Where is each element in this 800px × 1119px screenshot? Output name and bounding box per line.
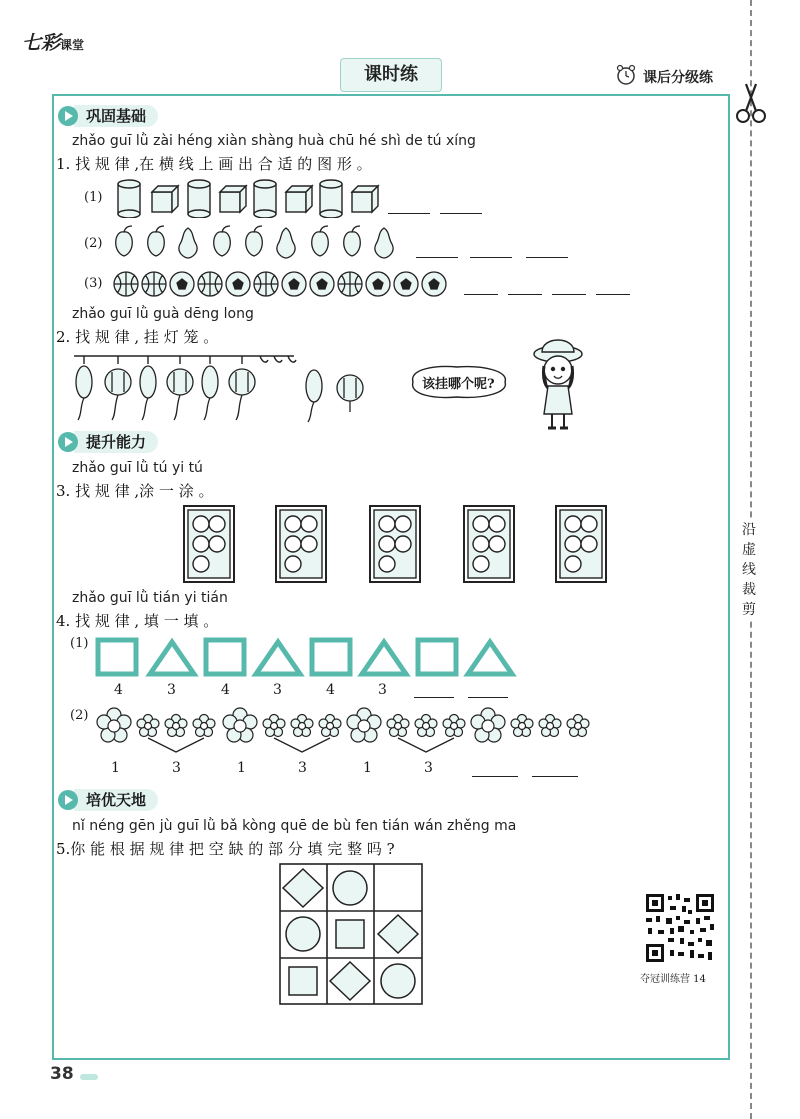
basketball-icon bbox=[142, 272, 166, 296]
apple-icon bbox=[312, 226, 329, 256]
q1-row2-blank-1[interactable] bbox=[416, 257, 458, 258]
cut-instruction: 沿 虚 线 裁 剪 bbox=[736, 520, 762, 620]
q3-pinyin: zhǎo guī lǜ tú yi tú bbox=[72, 460, 203, 476]
apple-icon bbox=[214, 226, 231, 256]
circle-card-4 bbox=[464, 506, 514, 582]
alarm-clock-icon bbox=[615, 64, 637, 86]
tall-lantern-icon bbox=[202, 366, 218, 420]
cube-icon bbox=[286, 186, 312, 212]
soccer-ball-icon bbox=[170, 272, 194, 296]
small-flower-icon bbox=[539, 715, 561, 737]
q1-label-1: (1) bbox=[84, 190, 103, 205]
stick-triangle-icon bbox=[150, 642, 194, 674]
diamond-icon bbox=[283, 869, 323, 907]
qr-code-icon bbox=[644, 892, 716, 964]
cylinder-icon bbox=[320, 180, 342, 218]
section-header-advanced: 培优天地 bbox=[58, 788, 158, 812]
q5-shape-grid bbox=[278, 862, 424, 1006]
page-number: 38 bbox=[50, 1064, 74, 1084]
section-header-basics: 巩固基础 bbox=[58, 104, 158, 128]
q2-pinyin: zhǎo guī lǜ guà dēng long bbox=[72, 306, 254, 322]
apple-icon bbox=[246, 226, 263, 256]
q4-row2-number: 3 bbox=[172, 760, 181, 776]
round-lantern-icon bbox=[229, 369, 255, 420]
q1-row3-blank-3[interactable] bbox=[552, 294, 586, 295]
q4-row2-blank-2[interactable] bbox=[532, 776, 578, 777]
tall-lantern-icon bbox=[76, 366, 92, 420]
q4-label-1: (1) bbox=[70, 636, 89, 651]
q4-row1-blank-1[interactable] bbox=[414, 697, 454, 698]
small-flower-icon bbox=[567, 715, 589, 737]
diamond-icon bbox=[378, 915, 418, 953]
q1-row1-blank-1[interactable] bbox=[388, 213, 430, 214]
small-flower-icon bbox=[291, 715, 313, 737]
q2-lantern-rack bbox=[70, 350, 380, 428]
small-flower-icon bbox=[319, 715, 341, 737]
round-lantern-icon bbox=[167, 369, 193, 420]
stick-triangle-icon bbox=[362, 642, 406, 674]
play-bullet-icon bbox=[58, 790, 78, 810]
qr-caption: 夺冠训练营 14 bbox=[640, 974, 706, 985]
tall-lantern-icon bbox=[140, 366, 156, 420]
q5-text: 5.你 能 根 据 规 律 把 空 缺 的 部 分 填 完 整 吗 ? bbox=[56, 840, 395, 858]
q4-row1-number: 4 bbox=[114, 682, 123, 698]
play-bullet-icon bbox=[58, 106, 78, 126]
q4-row2-number: 1 bbox=[237, 760, 246, 776]
q4-text: 4. 找 规 律 , 填 一 填 。 bbox=[56, 612, 219, 630]
circle-icon bbox=[333, 871, 367, 905]
small-flower-icon bbox=[415, 715, 437, 737]
cube-icon bbox=[220, 186, 246, 212]
stick-triangle-icon bbox=[468, 642, 512, 674]
pear-icon bbox=[277, 228, 295, 258]
stick-square-icon bbox=[312, 640, 350, 674]
basketball-icon bbox=[198, 272, 222, 296]
soccer-ball-icon bbox=[366, 272, 390, 296]
q4-row1-number: 4 bbox=[326, 682, 335, 698]
basketball-icon bbox=[254, 272, 278, 296]
cube-icon bbox=[352, 186, 378, 212]
soccer-ball-icon bbox=[310, 272, 334, 296]
round-lantern-icon bbox=[105, 369, 131, 420]
basketball-icon bbox=[114, 272, 138, 296]
q2-text: 2. 找 规 律 , 挂 灯 笼 。 bbox=[56, 328, 219, 346]
q1-label-2: (2) bbox=[84, 236, 103, 251]
section-header-improve: 提升能力 bbox=[58, 430, 158, 454]
square-icon bbox=[289, 967, 317, 995]
small-flower-icon bbox=[511, 715, 533, 737]
q1-row2-blank-2[interactable] bbox=[470, 257, 512, 258]
scissors-icon bbox=[734, 80, 768, 124]
small-flower-icon bbox=[443, 715, 465, 737]
small-flower-icon bbox=[165, 715, 187, 737]
q5-pinyin: nǐ néng gēn jù guī lǜ bǎ kòng quē de bù fen tián wán zhěng ma bbox=[72, 818, 517, 834]
big-flower-icon bbox=[347, 708, 381, 742]
big-flower-icon bbox=[97, 708, 131, 742]
q1-row3-blank-4[interactable] bbox=[596, 294, 630, 295]
tall-lantern-icon bbox=[306, 370, 322, 422]
cylinder-icon bbox=[188, 180, 210, 218]
q1-row1-blank-2[interactable] bbox=[440, 213, 482, 214]
circle-card-3 bbox=[370, 506, 420, 582]
q1-row3-blank-1[interactable] bbox=[464, 294, 498, 295]
q4-row1-number: 3 bbox=[378, 682, 387, 698]
page-number-accent bbox=[80, 1074, 98, 1080]
small-flower-icon bbox=[193, 715, 215, 737]
circle-icon bbox=[381, 964, 415, 998]
q4-row2-blank-1[interactable] bbox=[472, 776, 518, 777]
section-subtitle: 课后分级练 bbox=[643, 70, 713, 86]
small-flower-icon bbox=[387, 715, 409, 737]
stick-square-icon bbox=[206, 640, 244, 674]
girl-character-icon bbox=[528, 336, 588, 432]
q4-row1-number: 3 bbox=[167, 682, 176, 698]
pear-icon bbox=[375, 228, 393, 258]
small-flower-icon bbox=[137, 715, 159, 737]
cylinder-icon bbox=[118, 180, 140, 218]
brand-logo: 七彩课堂 bbox=[22, 32, 85, 54]
basketball-icon bbox=[338, 272, 362, 296]
cylinder-icon bbox=[254, 180, 276, 218]
q4-row1-number: 4 bbox=[221, 682, 230, 698]
soccer-ball-icon bbox=[226, 272, 250, 296]
play-bullet-icon bbox=[58, 432, 78, 452]
q4-row1-blank-2[interactable] bbox=[468, 697, 508, 698]
circle-icon bbox=[286, 917, 320, 951]
q1-row2-blank-3[interactable] bbox=[526, 257, 568, 258]
speech-bubble-text: 该挂哪个呢? bbox=[422, 377, 495, 392]
big-flower-icon bbox=[223, 708, 257, 742]
circle-card-5 bbox=[556, 506, 606, 582]
soccer-ball-icon bbox=[282, 272, 306, 296]
q4-label-2: (2) bbox=[70, 708, 89, 723]
q1-row2-fruits bbox=[112, 222, 412, 262]
soccer-ball-icon bbox=[394, 272, 418, 296]
empty-cell[interactable] bbox=[376, 866, 420, 909]
pear-icon bbox=[179, 228, 197, 258]
round-lantern-icon bbox=[337, 375, 363, 412]
q1-row1-shapes bbox=[112, 178, 392, 218]
q4-row2-number: 1 bbox=[111, 760, 120, 776]
cube-icon bbox=[152, 186, 178, 212]
q3-text: 3. 找 规 律 ,涂 一 涂 。 bbox=[56, 482, 214, 500]
q1-pinyin: zhǎo guī lǜ zài héng xiàn shàng huà chū hé shì de tú xíng bbox=[72, 133, 476, 149]
soccer-ball-icon bbox=[422, 272, 446, 296]
circle-card-1 bbox=[184, 506, 234, 582]
apple-icon bbox=[344, 226, 361, 256]
small-flower-icon bbox=[263, 715, 285, 737]
q4-stick-shapes bbox=[92, 634, 522, 678]
q1-row3-blank-2[interactable] bbox=[508, 294, 542, 295]
diamond-icon bbox=[330, 962, 370, 1000]
square-icon bbox=[336, 920, 364, 948]
q4-pinyin: zhǎo guī lǜ tián yi tián bbox=[72, 590, 228, 606]
q4-row2-number: 3 bbox=[298, 760, 307, 776]
apple-icon bbox=[116, 226, 133, 256]
stick-triangle-icon bbox=[256, 642, 300, 674]
big-flower-icon bbox=[471, 708, 505, 742]
q4-row2-number: 3 bbox=[424, 760, 433, 776]
stick-square-icon bbox=[418, 640, 456, 674]
q4-row1-number: 3 bbox=[273, 682, 282, 698]
stick-square-icon bbox=[98, 640, 136, 674]
circle-card-2 bbox=[276, 506, 326, 582]
apple-icon bbox=[148, 226, 165, 256]
q4-row2-number: 1 bbox=[363, 760, 372, 776]
page-title: 课时练 bbox=[340, 58, 442, 92]
q1-label-3: (3) bbox=[84, 276, 103, 291]
q4-flower-row bbox=[92, 706, 592, 758]
q3-circle-cards bbox=[180, 502, 610, 586]
q1-row3-balls bbox=[112, 268, 462, 300]
q1-text: 1. 找 规 律 ,在 横 线 上 画 出 合 适 的 图 形 。 bbox=[56, 155, 372, 173]
